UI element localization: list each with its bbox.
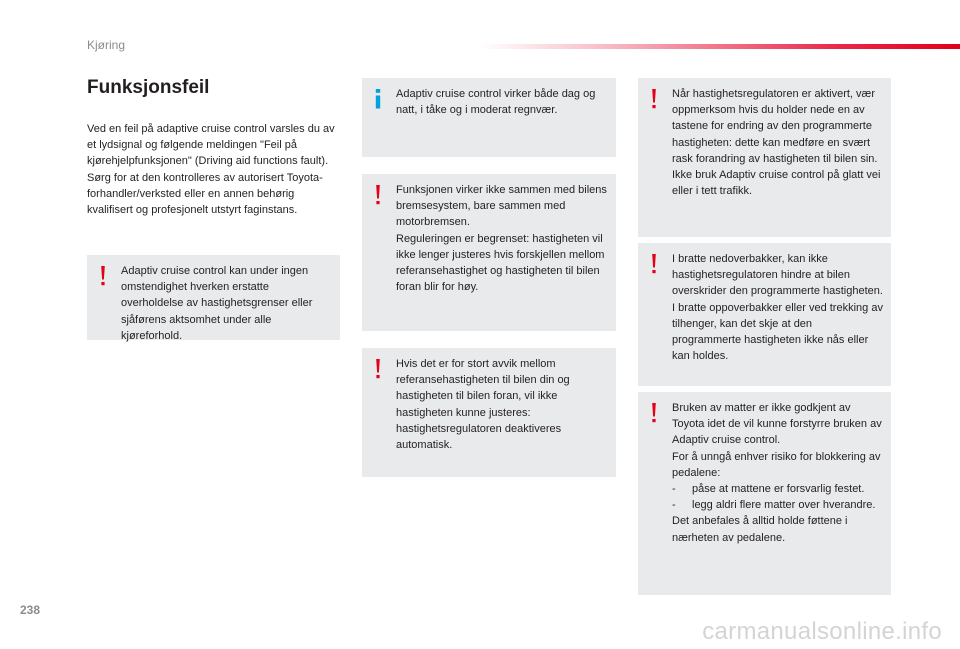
info-icon (372, 88, 384, 110)
warning-icon (97, 265, 109, 287)
warning-box-5-text-2: Ikke bruk Adaptiv cruise control på glatt vei eller i tett trafikk. (672, 169, 881, 198)
header-accent-bar (480, 44, 960, 49)
warning-icon (372, 184, 384, 206)
list-dash: - (672, 499, 676, 512)
warning-box-1-text: Adaptiv cruise control kan under ingen omstendighet hverken erstatte overholdelse av hastighetsgrenser eller sjåførens aktsomhet under alle kjøreforhold. (121, 265, 313, 342)
list-dash: - (672, 483, 676, 496)
list-item-text: legg aldri flere matter over hverandre. (692, 499, 876, 512)
info-box (362, 78, 616, 157)
warning-box-7 (638, 392, 891, 595)
warning-box-5-text-1: Når hastighetsregulatoren er aktivert, vær oppmerksom hvis du holder nede en av tastene for endring av den programmerte hastigheten: dette kan medføre en svært rask forandring av hastigheten til bilen sin. (672, 88, 878, 165)
warning-box-7-text-3: Det anbefales å alltid holde føttene i nærheten av pedalene. (672, 515, 848, 544)
warning-box-4-text: Hvis det er for stort avvik mellom referansehastigheten til bilen din og hastigheten til bilen foran, vil ikke hastigheten kunne justeres: hastighetsregulatoren deaktiveres automatisk. (396, 358, 570, 452)
watermark: carmanualsonline.info (702, 618, 942, 645)
info-box-text: Adaptiv cruise control virker både dag og natt, i tåke og i moderat regnvær. (396, 88, 596, 117)
warning-box-3-text-2: Reguleringen er begrenset: hastigheten vil ikke lenger justeres hvis forskjellen mellom referansehastighet og hastigheten til bilen foran blir for høy. (396, 232, 605, 294)
warning-box-7-text-1: Bruken av matter er ikke godkjent av Toyota idet de vil kunne forstyrre bruken av Adaptiv cruise control. (672, 402, 882, 447)
list-item (672, 497, 883, 513)
warning-icon (372, 358, 384, 380)
list-item (672, 481, 883, 497)
warning-box-3 (362, 174, 616, 331)
section-title: Funksjonsfeil (87, 77, 210, 98)
header-title: Kjøring (87, 38, 126, 52)
warning-box-5 (638, 78, 891, 237)
warning-icon (648, 402, 660, 424)
intro-text (87, 121, 339, 218)
warning-box-7-text-2: For å unngå enhver risiko for blokkering av pedalene: (672, 450, 881, 479)
list-item-text: påse at mattene er forsvarlig festet. (692, 483, 865, 496)
warning-box-1 (87, 255, 340, 340)
warning-box-6-text-1: I bratte nedoverbakker, kan ikke hastighetsregulatoren hindre at bilen overskrider den programmerte hastigheten. (672, 253, 883, 298)
warning-icon (648, 88, 660, 110)
intro-paragraph-2: Sørg for at den kontrolleres av autorisert Toyota-forhandler/verksted eller en annen behørig kvalifisert og profesjonelt utstyrt faginstans. (87, 171, 323, 217)
intro-paragraph-1: Ved en feil på adaptive cruise control varsles du av et lydsignal og følgende meldingen "Feil på kjørehjelpfunksjonen" (Driving aid functions fault). (87, 123, 335, 168)
warning-box-4 (362, 348, 616, 477)
warning-box-6-text-2: I bratte oppoverbakker eller ved trekking av tilhenger, kan det skje at den programmerte hastigheten ikke nås eller kan holdes. (672, 301, 883, 363)
warning-box-3-text-1: Funksjonen virker ikke sammen med bilens bremsesystem, bare sammen med motorbremsen. (396, 184, 607, 229)
page-number: 238 (20, 603, 41, 617)
warning-box-6 (638, 243, 891, 386)
warning-icon (648, 253, 660, 275)
